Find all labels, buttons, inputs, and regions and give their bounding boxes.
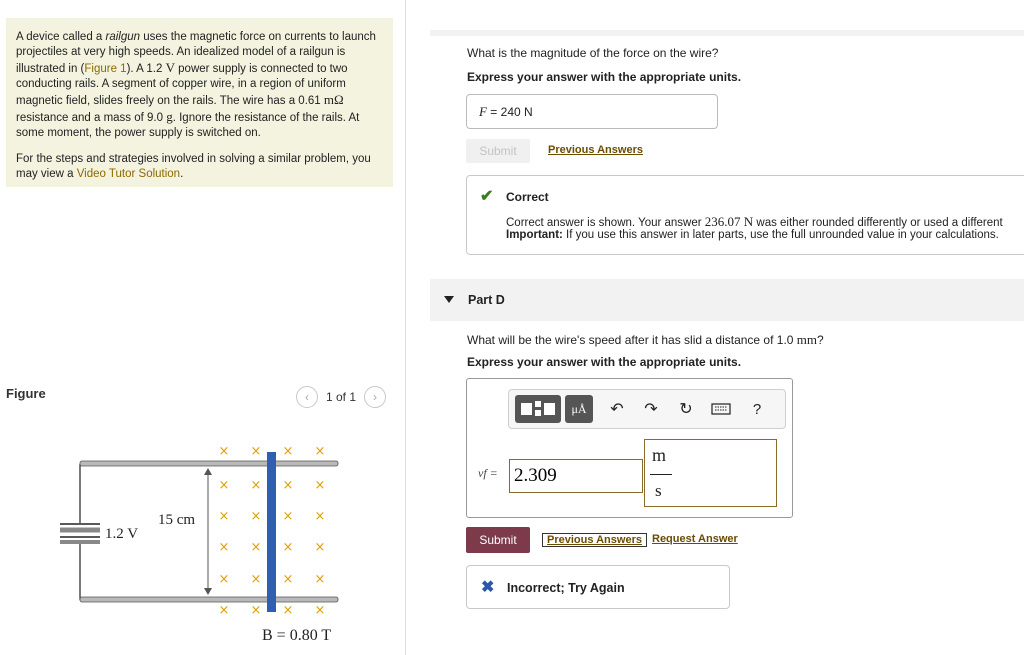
field-marker-icon: ×: [218, 509, 230, 524]
arrowhead-icon: [204, 468, 212, 475]
voltage-label: 1.2 V: [105, 526, 139, 542]
problem-text-run: ). A 1.2: [126, 63, 166, 75]
part-d-instruction: Express your answer with the appropriate units.: [467, 355, 742, 369]
figure-link[interactable]: Figure 1: [84, 63, 127, 75]
feedback-answer-value: 236.07 N: [704, 214, 754, 229]
collapse-triangle-icon[interactable]: [444, 296, 454, 303]
field-marker-icon: ×: [250, 509, 262, 524]
part-d-question: [467, 332, 824, 348]
feedback-important: Important:: [506, 229, 563, 241]
feedback-title: Correct: [506, 190, 549, 204]
redo-icon[interactable]: ↷: [644, 401, 658, 418]
field-marker-icon: ×: [250, 603, 262, 618]
battery-icon: [60, 524, 100, 542]
question-text: What will be the wire's speed after it has slid a distance of 1.0: [467, 333, 797, 347]
feedback-line-2: [506, 229, 999, 241]
distance-label: 15 cm: [158, 512, 196, 528]
figure-counter: 1 of 1: [326, 390, 357, 404]
part-c-answer-display: [466, 94, 718, 129]
field-marker-icon: ×: [314, 509, 326, 524]
problem-text-run: uses the magnetic force on currents to launch projectiles at very high speeds. An idealized model of a railgun is illustrated in (: [16, 31, 376, 75]
field-marker-icon: ×: [282, 509, 294, 524]
feedback-text: If you use this answer in later parts, use the full unrounded value in your calculations.: [562, 229, 999, 241]
feedback-line-1: [506, 214, 1003, 230]
problem-text-run: A device called a: [16, 31, 106, 43]
field-marker-icon: ×: [314, 572, 326, 587]
field-marker-icon: ×: [218, 572, 230, 587]
units-button[interactable]: μÅ: [565, 395, 593, 423]
field-marker-icon: ×: [218, 444, 230, 459]
help-icon[interactable]: ?: [752, 400, 762, 418]
part-d-label[interactable]: Part D: [468, 293, 505, 307]
problem-statement: [6, 18, 393, 187]
undo-icon[interactable]: ↶: [610, 401, 624, 418]
velocity-variable-label: vf =: [478, 466, 498, 480]
part-c-header-strip: [430, 30, 1024, 36]
checkmark-icon: ✔: [480, 188, 494, 205]
part-c-submit-button[interactable]: Submit: [466, 139, 530, 163]
unit-denominator: s: [655, 481, 662, 500]
answer-variable: F: [479, 104, 487, 119]
railgun-figure: [0, 430, 405, 655]
arrowhead-icon: [204, 588, 212, 595]
problem-text-run: .: [180, 168, 184, 180]
problem-text-run: power supply is connected to two conducting rails. A segment of copper wire, in a region of uniform magnetic field, slides freely on the rails. The wire has a 0.61: [16, 63, 348, 107]
problem-paragraph-1: [16, 30, 383, 141]
speed-value-input[interactable]: [509, 459, 643, 493]
feedback-text: was either rounded differently or used a different: [753, 217, 1003, 229]
unit-numerator: m: [652, 445, 667, 465]
unit-gram: g: [166, 109, 173, 124]
chevron-left-icon[interactable]: ‹: [296, 386, 318, 408]
column-divider: [405, 0, 406, 655]
request-answer-link[interactable]: Request Answer: [652, 533, 738, 545]
answer-value: 240 N: [500, 105, 533, 119]
field-marker-icon: ×: [218, 603, 230, 618]
field-marker-icon: ×: [314, 478, 326, 493]
field-marker-icon: ×: [314, 540, 326, 555]
figure-pager: [296, 386, 386, 408]
part-c-question: What is the magnitude of the force on the wire?: [467, 46, 719, 60]
part-c-instruction: Express your answer with the appropriate units.: [467, 70, 742, 84]
reset-icon[interactable]: ↻: [679, 401, 693, 418]
field-marker-icon: ×: [250, 478, 262, 493]
top-rail: [80, 461, 338, 466]
field-label: B = 0.80 T: [262, 627, 332, 644]
figure-title: Figure: [6, 386, 46, 401]
problem-paragraph-2: [16, 152, 383, 182]
question-text: ?: [817, 333, 824, 347]
templates-icon[interactable]: [515, 395, 561, 423]
field-marker-icon: ×: [250, 540, 262, 555]
chevron-right-icon[interactable]: ›: [364, 386, 386, 408]
field-marker-icon: ×: [314, 603, 326, 618]
feedback-text: Correct answer is shown. Your answer: [506, 217, 705, 229]
video-tutor-link[interactable]: Video Tutor Solution: [76, 168, 181, 180]
railgun-term: railgun: [105, 31, 141, 43]
field-marker-icon: ×: [282, 540, 294, 555]
answer-equals: =: [486, 105, 501, 119]
x-mark-icon: ✖: [481, 579, 495, 596]
field-marker-icon: ×: [250, 444, 262, 459]
keyboard-icon[interactable]: [710, 395, 732, 423]
question-unit: mm: [796, 332, 818, 347]
problem-text-run: For the steps and strategies involved in solving a similar problem, you may view a: [16, 153, 371, 180]
part-c-previous-answers-link[interactable]: Previous Answers: [548, 144, 643, 156]
field-marker-icon: ×: [250, 572, 262, 587]
field-marker-icon: ×: [282, 572, 294, 587]
bottom-rail: [80, 597, 338, 602]
field-marker-icon: ×: [282, 478, 294, 493]
sliding-wire: [267, 452, 276, 612]
unit-volt: V: [165, 60, 175, 75]
problem-text-run: resistance and a mass of 9.0: [16, 112, 167, 124]
field-marker-icon: ×: [314, 444, 326, 459]
field-marker-icon: ×: [218, 478, 230, 493]
part-d-previous-answers-link[interactable]: Previous Answers: [542, 533, 647, 547]
correct-feedback-panel: [466, 175, 1024, 255]
incorrect-feedback-text: Incorrect; Try Again: [507, 581, 625, 595]
problem-text: [16, 30, 383, 182]
problem-text-run: . Ignore the resistance of the rails. At some moment, the power supply is switched on.: [16, 112, 360, 139]
unit-milliohm: mΩ: [323, 92, 344, 107]
incorrect-feedback-panel: [466, 565, 730, 609]
field-marker-icon: ×: [282, 603, 294, 618]
fraction-bar: [650, 474, 672, 475]
field-marker-icon: ×: [282, 444, 294, 459]
field-marker-icon: ×: [218, 540, 230, 555]
part-d-header[interactable]: [430, 279, 1024, 321]
part-d-submit-button[interactable]: Submit: [466, 527, 530, 553]
